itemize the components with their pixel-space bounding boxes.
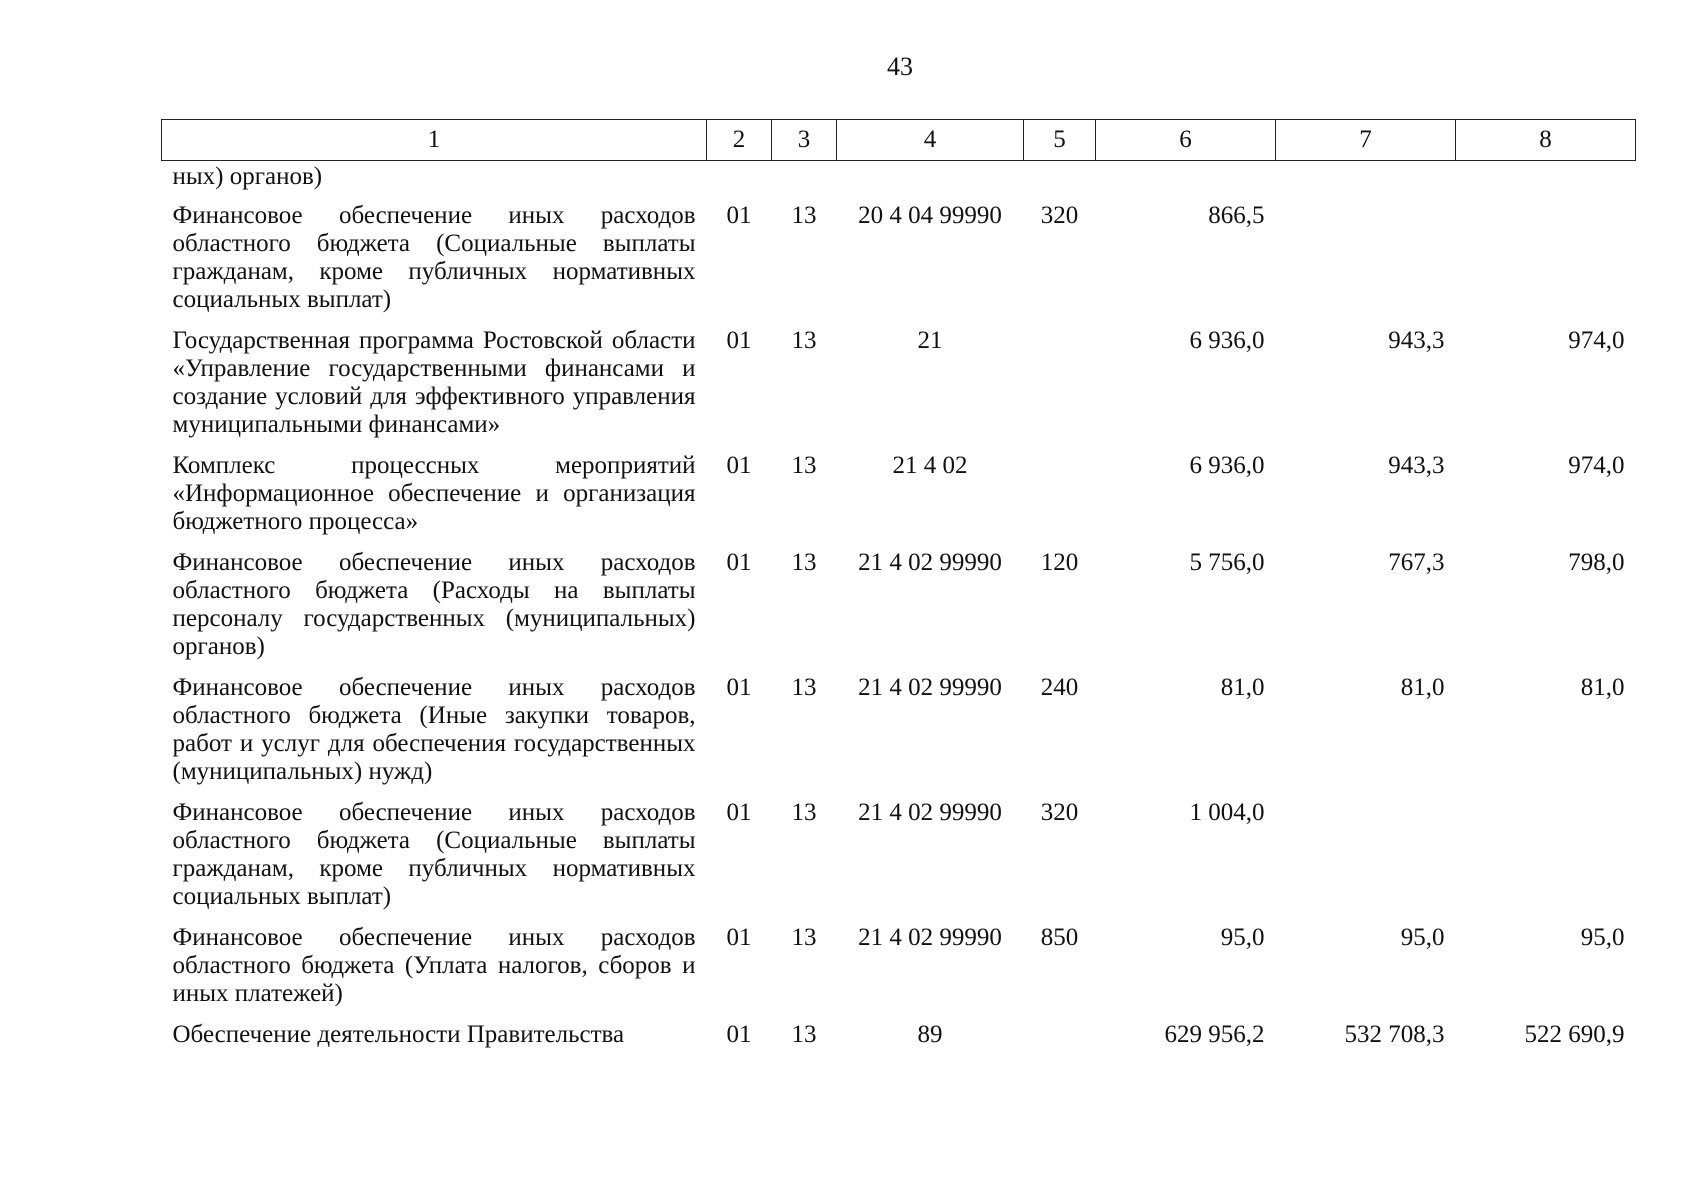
page-number: 43 xyxy=(887,52,913,81)
cell-amount-6: 6 936,0 xyxy=(1189,327,1265,354)
row-name: Финансовое обеспечение иных расходов областного бюджета (Расходы на выплаты персоналу государственных (муниципальных) органов) xyxy=(172,549,696,660)
cell-amount-6: 81,0 xyxy=(1220,674,1265,701)
cell-subsection: 13 xyxy=(791,799,817,826)
cell-amount-7: 532 708,3 xyxy=(1344,1021,1445,1048)
column-header: 8 xyxy=(1456,120,1636,161)
cell-target-article: 21 4 02 99990 xyxy=(858,799,1002,826)
cell-subsection: 13 xyxy=(791,452,817,479)
cell-amount-7: 943,3 xyxy=(1388,452,1445,479)
cell-amount-8 xyxy=(1456,202,1636,327)
table-row xyxy=(162,452,1636,549)
cell-amount-7: 81,0 xyxy=(1400,674,1445,701)
cell-subsection: 13 xyxy=(791,549,817,576)
cell-amount-8: 974,0 xyxy=(1568,452,1625,479)
cell-section: 01 xyxy=(726,452,752,479)
column-header: 4 xyxy=(837,120,1024,161)
row-name: Финансовое обеспечение иных расходов областного бюджета (Уплата налогов, сборов и иных платежей) xyxy=(172,924,696,1007)
cell-amount-8: 798,0 xyxy=(1568,549,1625,576)
cell-expense-type xyxy=(1024,1021,1096,1062)
cell-amount-7: 95,0 xyxy=(1400,924,1445,951)
cell-amount-7: 767,3 xyxy=(1388,549,1445,576)
cell-expense-type: 850 xyxy=(1040,924,1079,951)
cell-section: 01 xyxy=(726,549,752,576)
cell-section xyxy=(707,161,772,203)
cell-subsection: 13 xyxy=(791,202,817,229)
row-name: Комплекс процессных мероприятий «Информационное обеспечение и организация бюджетного процесса» xyxy=(172,452,696,535)
cell-amount-8: 522 690,9 xyxy=(1524,1021,1625,1048)
cell-amount-7 xyxy=(1276,202,1456,327)
budget-table xyxy=(161,119,1636,1062)
cell-amount-6: 629 956,2 xyxy=(1164,1021,1265,1048)
cell-expense-type xyxy=(1024,327,1096,452)
cell-target-article: 21 4 02 99990 xyxy=(858,549,1002,576)
cell-subsection: 13 xyxy=(791,327,817,354)
cell-section: 01 xyxy=(726,924,752,951)
cell-amount-7 xyxy=(1276,799,1456,924)
column-header: 1 xyxy=(162,120,707,161)
table-row xyxy=(162,161,1636,203)
cell-section: 01 xyxy=(726,202,752,229)
cell-expense-type: 320 xyxy=(1040,202,1079,229)
column-header: 2 xyxy=(707,120,772,161)
table-row xyxy=(162,549,1636,674)
column-header: 6 xyxy=(1096,120,1276,161)
cell-amount-6: 6 936,0 xyxy=(1189,452,1265,479)
cell-target-article: 89 xyxy=(917,1021,943,1048)
row-name: Финансовое обеспечение иных расходов областного бюджета (Социальные выплаты гражданам, кроме публичных нормативных социальных выплат) xyxy=(172,202,696,313)
cell-expense-type: 240 xyxy=(1040,674,1079,701)
cell-amount-8: 95,0 xyxy=(1580,924,1625,951)
cell-section: 01 xyxy=(726,1021,752,1048)
table-header-row xyxy=(162,120,1636,161)
cell-amount-7 xyxy=(1276,161,1456,203)
cell-amount-6: 1 004,0 xyxy=(1189,799,1265,826)
cell-target-article: 21 4 02 99990 xyxy=(858,674,1002,701)
table-row xyxy=(162,799,1636,924)
cell-subsection: 13 xyxy=(791,924,817,951)
column-header: 5 xyxy=(1024,120,1096,161)
cell-amount-8: 974,0 xyxy=(1568,327,1625,354)
cell-section: 01 xyxy=(726,327,752,354)
cell-expense-type xyxy=(1024,161,1096,203)
cell-section: 01 xyxy=(726,799,752,826)
table-row xyxy=(162,1021,1636,1062)
cell-amount-6 xyxy=(1096,161,1276,203)
cell-amount-6: 5 756,0 xyxy=(1189,549,1265,576)
cell-target-article: 21 xyxy=(917,327,943,354)
cell-amount-6: 95,0 xyxy=(1220,924,1265,951)
row-name: Обеспечение деятельности Правительства xyxy=(172,1021,625,1048)
cell-amount-8 xyxy=(1456,161,1636,203)
row-name: Государственная программа Ростовской области «Управление государственными финансами и создание условий для эффективного управления муниципальными финансами» xyxy=(172,327,696,438)
row-name: Финансовое обеспечение иных расходов областного бюджета (Иные закупки товаров, работ и услуг для обеспечения государственных (муниципальных) нужд) xyxy=(172,674,696,785)
table-row xyxy=(162,327,1636,452)
table-row xyxy=(162,674,1636,799)
row-name: Финансовое обеспечение иных расходов областного бюджета (Социальные выплаты гражданам, кроме публичных нормативных социальных выплат) xyxy=(172,799,696,910)
cell-target-article: 21 4 02 xyxy=(892,452,968,479)
cell-expense-type: 120 xyxy=(1040,549,1079,576)
cell-amount-8 xyxy=(1456,799,1636,924)
table-row xyxy=(162,202,1636,327)
cell-target-article: 21 4 02 99990 xyxy=(858,924,1002,951)
table-row xyxy=(162,924,1636,1021)
cell-subsection: 13 xyxy=(791,674,817,701)
row-name: ных) органов) xyxy=(172,163,323,190)
cell-target-article xyxy=(837,161,1024,203)
cell-expense-type xyxy=(1024,452,1096,549)
column-header: 7 xyxy=(1276,120,1456,161)
cell-amount-8: 81,0 xyxy=(1580,674,1625,701)
cell-amount-7: 943,3 xyxy=(1388,327,1445,354)
cell-expense-type: 320 xyxy=(1040,799,1079,826)
column-header: 3 xyxy=(772,120,837,161)
cell-subsection: 13 xyxy=(791,1021,817,1048)
cell-section: 01 xyxy=(726,674,752,701)
cell-target-article: 20 4 04 99990 xyxy=(858,202,1002,229)
cell-subsection xyxy=(772,161,837,203)
cell-amount-6: 866,5 xyxy=(1208,202,1265,229)
